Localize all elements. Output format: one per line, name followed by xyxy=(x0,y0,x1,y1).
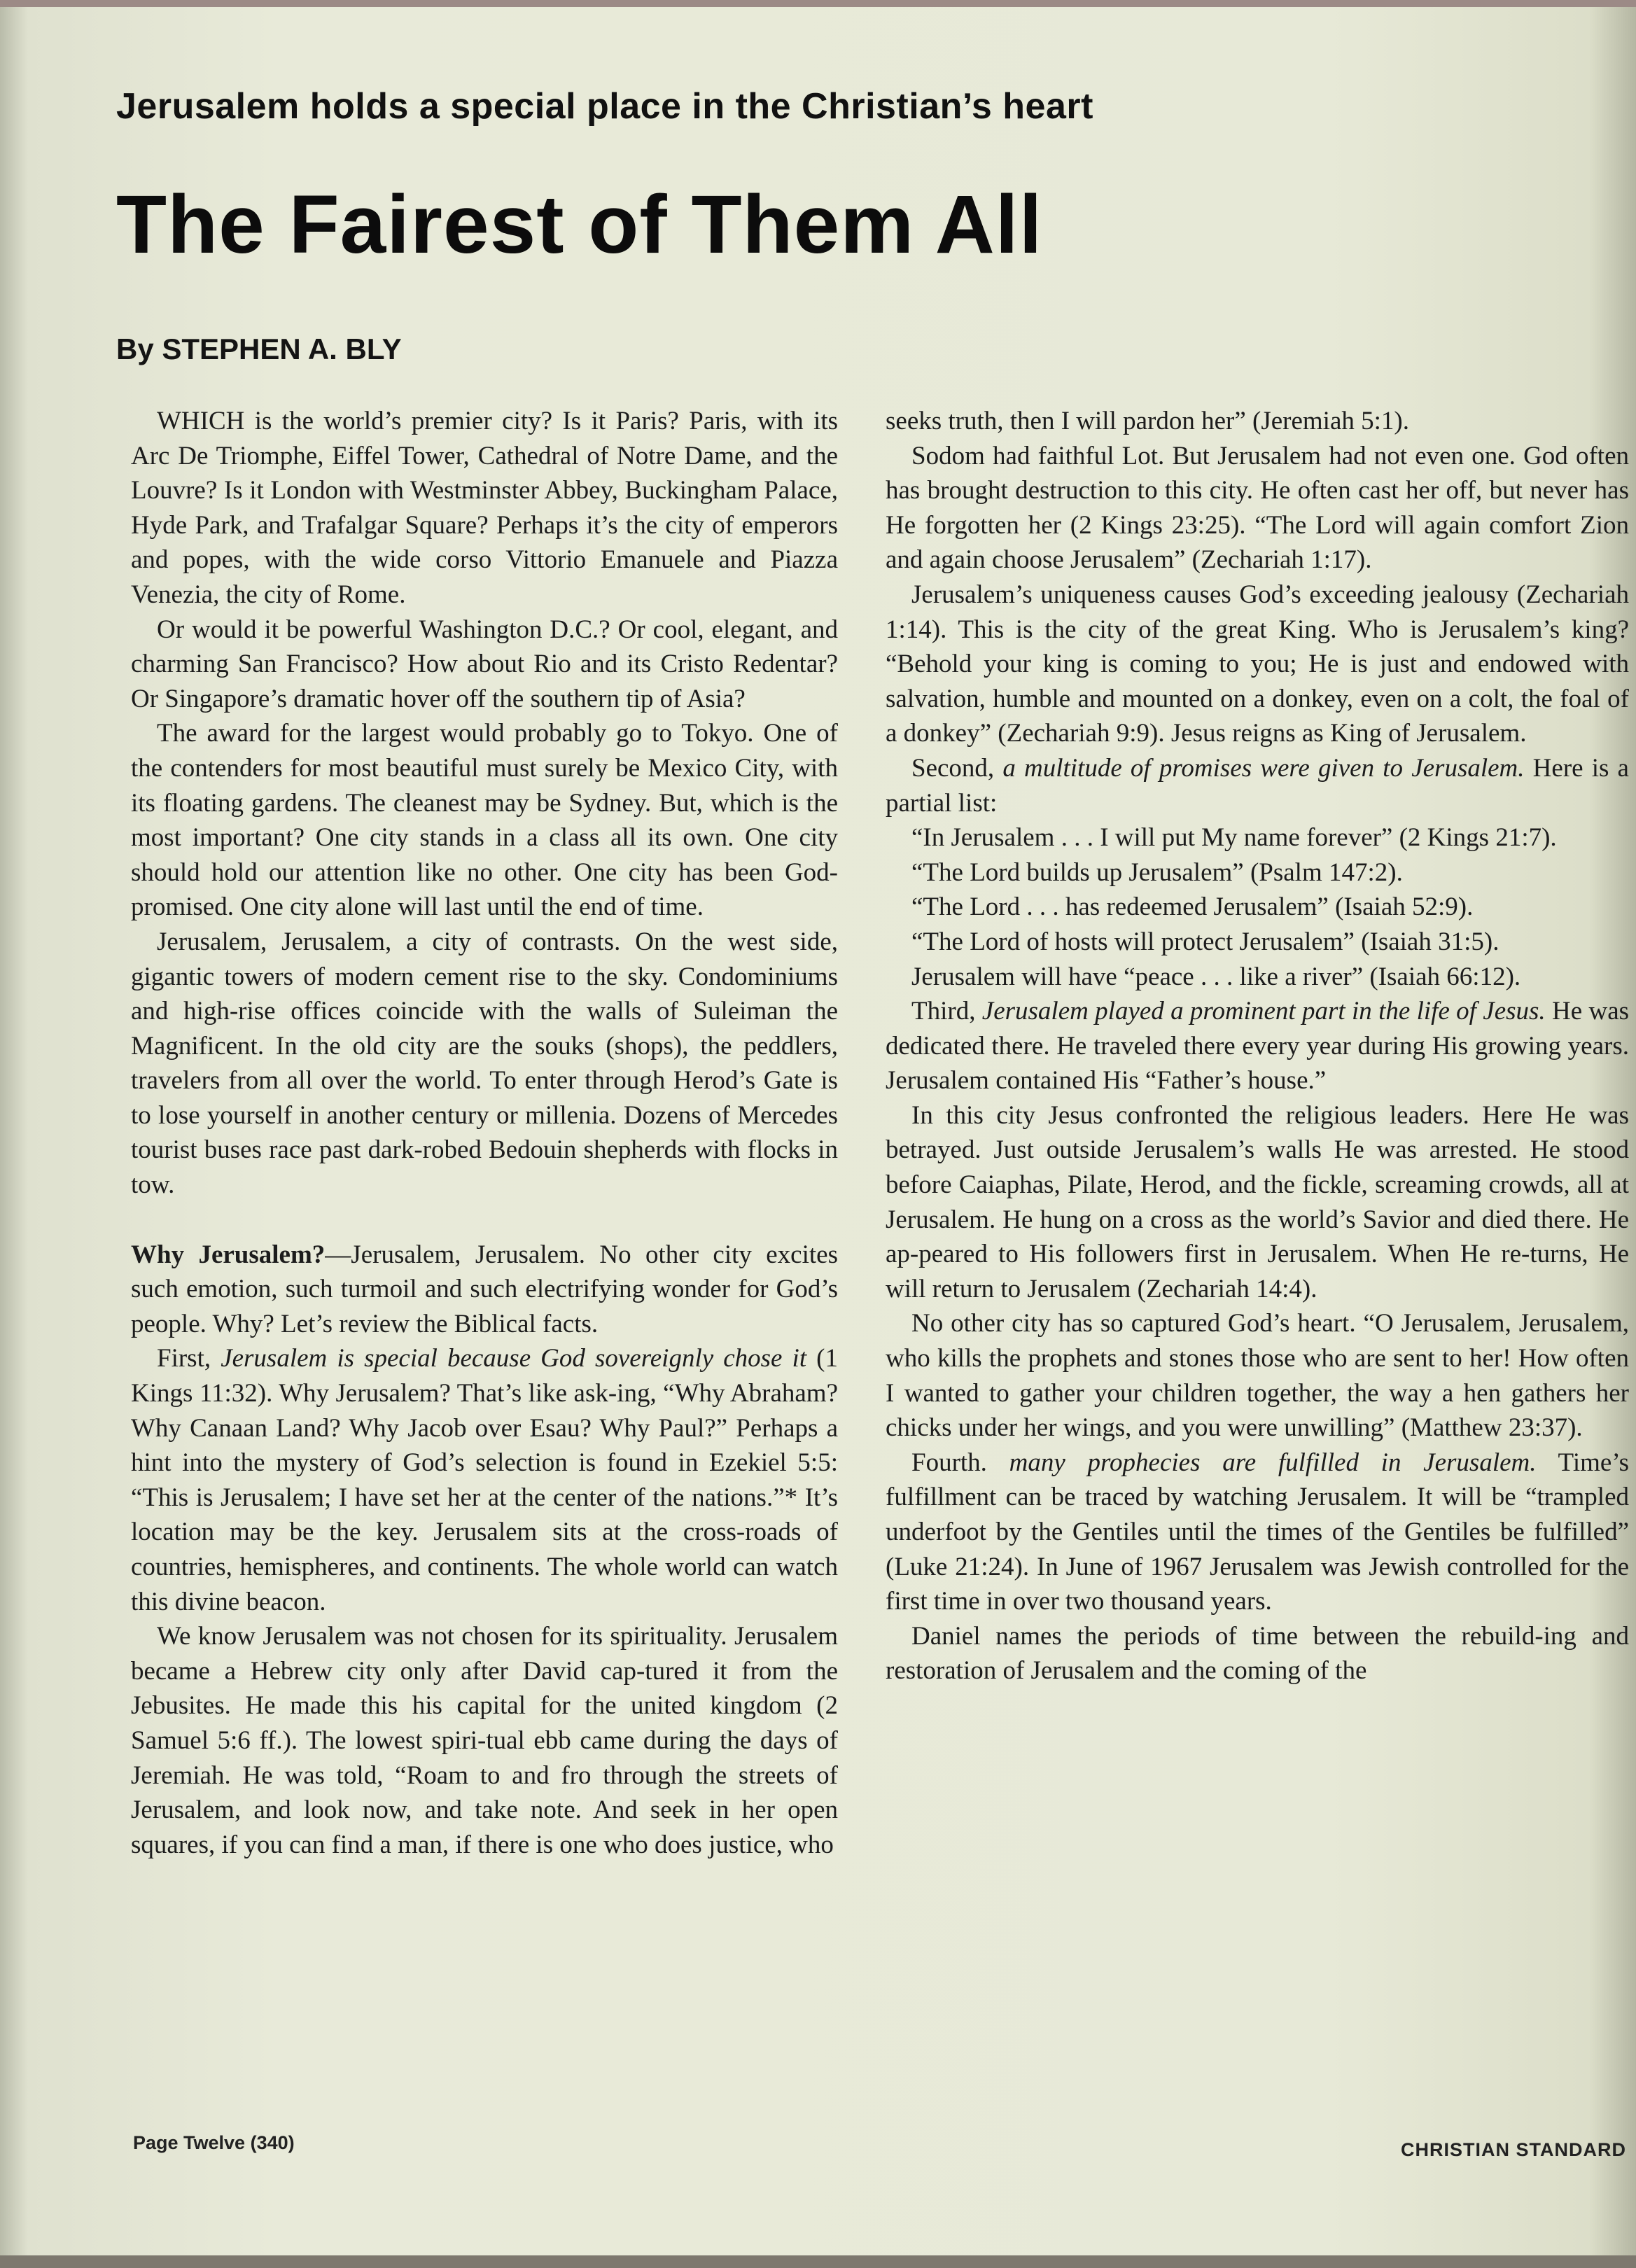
page-number: Page Twelve (340) xyxy=(133,2132,295,2153)
paragraph: WHICH is the world’s premier city? Is it Paris? Paris, with its Arc De Triomphe, Eiffel Tower, Cathedral of Notre Dame, and the Louvre? Is it London with Westminster Abbey, Buckingham Palace, Hyde Park, and Trafalgar Square? Perhaps it’s the city of emperors and popes, with the wide corso Vittorio Emanuele and Piazza Venezia, the city of Rome. xyxy=(131,407,838,609)
right-column xyxy=(886,404,1629,1688)
paragraph: Or would it be powerful Washington D.C.? Or cool, elegant, and charming San Francisco? How about Rio and its Cristo Redentar? Or Singapore’s dramatic hover off the southern tip of Asia? xyxy=(131,615,838,713)
paragraph xyxy=(886,1446,1629,1619)
emphasis-text: many prophecies are fulfilled in Jerusalem. xyxy=(1009,1448,1537,1477)
scan-bottom-edge xyxy=(0,2255,1636,2268)
paragraph xyxy=(886,751,1629,820)
section-paragraph xyxy=(131,1238,838,1342)
text-run: Second, xyxy=(911,753,1003,783)
quote-item: “The Lord . . . has redeemed Jerusalem” (Isaiah 52:9). xyxy=(911,892,1474,922)
text-run: Time’s fulfillment can be traced by watching Jerusalem. It will be “trampled underfoot by the Gentiles until the times of the Gentiles be fulfilled” (Luke 21:24). In June of 1967 Jerusalem was Jewish controlled for the first time in over two thousand years. xyxy=(886,1448,1630,1616)
text-run: Here is a partial list: xyxy=(886,753,1629,818)
article-title: The Fairest of Them All xyxy=(116,178,1043,271)
article-byline: By STEPHEN A. BLY xyxy=(116,332,402,365)
section-heading: Why Jerusalem? xyxy=(131,1240,326,1269)
paragraph: Jerusalem, Jerusalem, a city of contrasts. On the west side, gigantic towers of modern cement rise to the sky. Condominiums and high-rise offices coincide with the walls of Suleiman the Magnificent. In the old city are the souks (shops), the peddlers, travelers from all over the world. To enter through Herod’s Gate is to lose yourself in another century or millenia. Dozens of Mercedes tourist buses race past dark-robed Bedouin shepherds with flocks in tow. xyxy=(131,927,838,1200)
emphasis-text: Jerusalem played a prominent part in the life of Jesus. xyxy=(981,997,1546,1026)
text-run: Fourth. xyxy=(911,1448,1009,1477)
quote-item: “In Jerusalem . . . I will put My name forever” (2 Kings 21:7). xyxy=(911,823,1557,853)
section-text: —Jerusalem, Jerusalem. No other city excites such emotion, such turmoil and such electrifying wonder for God’s people. Why? Let’s review the Biblical facts. xyxy=(131,1240,838,1338)
paragraph xyxy=(131,1341,838,1619)
paragraph xyxy=(886,994,1629,1098)
emphasis-text: a multitude of promises were given to Jerusalem. xyxy=(1002,753,1525,783)
paragraph: No other city has so captured God’s heart. “O Jerusalem, Jerusalem, who kills the prophets and stones those who are sent to her! How often I wanted to gather your children together, the way a hen gathers her chicks under her wings, and you were unwilling” (Matthew 23:37). xyxy=(886,1309,1629,1443)
emphasis-text: Jerusalem is special because God sovereignly chose it xyxy=(221,1344,807,1373)
quote-item: Jerusalem will have “peace . . . like a river” (Isaiah 66:12). xyxy=(911,962,1521,991)
text-run: Third, xyxy=(911,997,982,1026)
left-column xyxy=(131,404,838,1862)
text-run: He was dedicated there. He traveled there every year during His growing years. Jerusalem contained His “Father’s house.” xyxy=(886,997,1630,1096)
quote-item: “The Lord of hosts will protect Jerusalem” (Isaiah 31:5). xyxy=(911,927,1499,956)
quote-item: “The Lord builds up Jerusalem” (Psalm 147:2). xyxy=(911,858,1403,887)
paragraph: Jerusalem’s uniqueness causes God’s exceeding jealousy (Zechariah 1:14). This is the city of the great King. Who is Jerusalem’s king? “Behold your king is coming to you; He is just and endowed with salvation, humble and mounted on a donkey, even on a colt, the foal of a donkey” (Zechariah 9:9). Jesus reigns as King of Jerusalem. xyxy=(886,580,1629,748)
text-run: First, xyxy=(157,1344,221,1373)
paragraph: We know Jerusalem was not chosen for its spirituality. Jerusalem became a Hebrew city only after David cap-tured it from the Jebusites. He made this his capital for the united kingdom (2 Samuel 5:6 ff.). The lowest spiri-tual ebb came during the days of Jeremiah. He was told, “Roam to and fro through the streets of Jerusalem, and look now, and take note. And seek in her open squares, if you can find a man, if there is one who does justice, who xyxy=(131,1622,838,1859)
article-kicker: Jerusalem holds a special place in the Christian’s heart xyxy=(116,86,1093,127)
paragraph: The award for the largest would probably go to Tokyo. One of the contenders for most beautiful must surely be Mexico City, with its floating gardens. The cleanest may be Sydney. But, which is the most important? One city stands in a class all its own. One city should hold our attention like no other. One city has been God-promised. One city alone will last until the end of time. xyxy=(131,719,838,922)
paragraph: Daniel names the periods of time between the rebuild-ing and restoration of Jerusalem and the coming of the xyxy=(886,1621,1629,1686)
paragraph: In this city Jesus confronted the religious leaders. Here He was betrayed. Just outside Jerusalem’s walls He was arrested. He stood before Caiaphas, Pilate, Herod, and the fickle, screaming crowds, all at Jerusalem. He hung on a cross as the world’s Savior and died there. He ap-peared to His followers first in Jerusalem. When He re-turns, He will return to Jerusalem (Zechariah 14:4). xyxy=(886,1100,1629,1303)
publication-name: CHRISTIAN STANDARD xyxy=(1401,2139,1626,2160)
text-run: (1 Kings 11:32). Why Jerusalem? That’s like ask-ing, “Why Abraham? Why Canaan Land? Why Jacob over Esau? Why Paul?” Perhaps a hint into the mystery of God’s selection is found in Ezekiel 5:5: “This is Jerusalem; I have set her at the center of the nations.”* It’s location may be the key. Jerusalem sits at the cross-roads of countries, hemispheres, and continents. The whole world can watch this divine beacon. xyxy=(131,1344,839,1616)
scan-top-edge xyxy=(0,0,1636,7)
paragraph: seeks truth, then I will pardon her” (Jeremiah 5:1). xyxy=(886,407,1409,435)
paragraph: Sodom had faithful Lot. But Jerusalem had not even one. God often has brought destruction to this city. He often cast her off, but never has He forgotten her (2 Kings 23:25). “The Lord will again comfort Zion and again choose Jerusalem” (Zechariah 1:17). xyxy=(886,441,1629,575)
